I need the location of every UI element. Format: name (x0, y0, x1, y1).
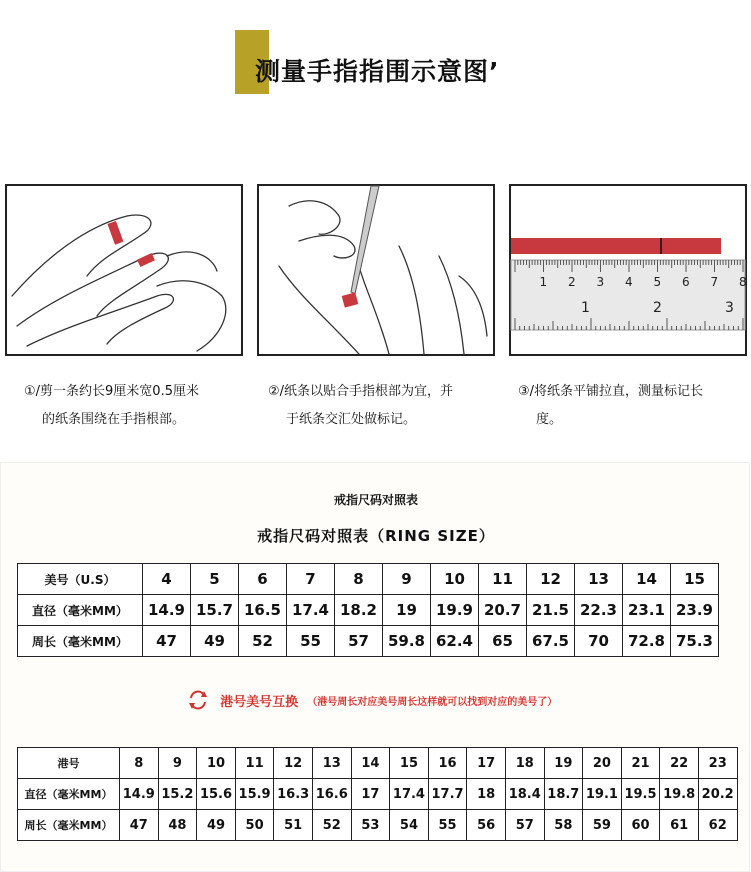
table-cell: 17 (467, 748, 506, 779)
step-2-text (268, 378, 493, 434)
table-cell: 10 (197, 748, 236, 779)
illustration-ruler (509, 184, 747, 356)
table-cell: 15 (390, 748, 429, 779)
table-cell: 72.8 (623, 626, 671, 657)
ruler-inch-label: 1 (581, 300, 590, 316)
illustration-hand-wrap (5, 184, 243, 356)
table-row (18, 810, 738, 841)
table-cell: 22 (660, 748, 699, 779)
step-3-line-2: 度。 (536, 412, 563, 427)
table-cell: 59.8 (383, 626, 431, 657)
table-cell: 51 (274, 810, 313, 841)
table-cell: 57 (335, 626, 383, 657)
table-cell: 62 (698, 810, 737, 841)
ruler-cm-label: 5 (653, 275, 662, 289)
row-header: 周长（毫米MM） (18, 810, 120, 841)
table-cell: 67.5 (527, 626, 575, 657)
us-size-table (17, 563, 719, 657)
table-row (18, 626, 719, 657)
table-cell: 13 (312, 748, 351, 779)
ruler-illustration (511, 186, 745, 354)
row-header: 直径（毫米MM） (18, 595, 143, 626)
table-cell: 17.7 (428, 779, 467, 810)
marking-illustration (259, 186, 493, 354)
row-header: 港号 (18, 748, 120, 779)
row-header: 直径（毫米MM） (18, 779, 120, 810)
table-row (18, 595, 719, 626)
table-cell: 60 (621, 810, 660, 841)
table-row (18, 748, 738, 779)
table-cell: 8 (120, 748, 159, 779)
table-cell: 12 (527, 564, 575, 595)
table-cell: 20.2 (698, 779, 737, 810)
ruler-cm-label: 1 (539, 275, 548, 289)
table-cell: 56 (467, 810, 506, 841)
step-1-text (24, 378, 239, 434)
table-cell: 53 (351, 810, 390, 841)
table-cell: 15.9 (235, 779, 274, 810)
table-cell: 19.5 (621, 779, 660, 810)
ruler-inch-label: 2 (653, 300, 662, 316)
ruler-inch-label: 3 (725, 300, 734, 316)
page-title: 测量手指指围示意图’ (255, 57, 500, 86)
table-cell: 19 (383, 595, 431, 626)
table-cell: 18.4 (505, 779, 544, 810)
table-cell: 16.5 (239, 595, 287, 626)
table-cell: 50 (235, 810, 274, 841)
table-cell: 47 (143, 626, 191, 657)
ruler-cm-label: 4 (625, 275, 633, 289)
table-row (18, 564, 719, 595)
table-cell: 62.4 (431, 626, 479, 657)
table-cell: 17.4 (287, 595, 335, 626)
size-table-title: 戒指尺码对照表 (333, 493, 418, 507)
table-cell: 52 (239, 626, 287, 657)
table-cell: 18.7 (544, 779, 583, 810)
table-cell: 17 (351, 779, 390, 810)
table-cell: 14 (351, 748, 390, 779)
table-cell: 18.2 (335, 595, 383, 626)
table-cell: 4 (143, 564, 191, 595)
table-cell: 23.9 (671, 595, 719, 626)
table-cell: 58 (544, 810, 583, 841)
table-cell: 11 (479, 564, 527, 595)
step-3-line-1: ③/将纸条平铺拉直，测量标记长 (518, 384, 704, 399)
table-cell: 20 (583, 748, 622, 779)
step-2-line-2: 于纸条交汇处做标记。 (286, 412, 417, 427)
table-cell: 14.9 (143, 595, 191, 626)
table-cell: 19.1 (583, 779, 622, 810)
ruler-cm-label: 3 (596, 275, 605, 289)
table-cell: 70 (575, 626, 623, 657)
table-cell: 7 (287, 564, 335, 595)
swap-note (187, 689, 557, 711)
table-cell: 49 (197, 810, 236, 841)
paper-strip (511, 238, 721, 254)
illustration-mark-strip (257, 184, 495, 356)
table-cell: 11 (235, 748, 274, 779)
table-cell: 9 (383, 564, 431, 595)
step-2-line-1: ②/纸条以贴合手指根部为宜，并 (268, 384, 454, 399)
hk-size-table (17, 747, 738, 841)
ruler-cm-label: 8 (739, 275, 747, 289)
table-cell: 49 (191, 626, 239, 657)
table-cell: 19.8 (660, 779, 699, 810)
table-cell: 65 (479, 626, 527, 657)
table-cell: 21 (621, 748, 660, 779)
row-header: 周长（毫米MM） (18, 626, 143, 657)
table-cell: 15 (671, 564, 719, 595)
table-cell: 18 (505, 748, 544, 779)
hand-illustration (7, 186, 241, 354)
table-cell: 16.6 (312, 779, 351, 810)
ruler-cm-label: 7 (710, 275, 719, 289)
table-cell: 75.3 (671, 626, 719, 657)
table-cell: 59 (583, 810, 622, 841)
table-cell: 54 (390, 810, 429, 841)
table-cell: 14 (623, 564, 671, 595)
table-cell: 16.3 (274, 779, 313, 810)
table-cell: 6 (239, 564, 287, 595)
table-cell: 61 (660, 810, 699, 841)
table-cell: 55 (428, 810, 467, 841)
table-cell: 19.9 (431, 595, 479, 626)
ruler-cm-label: 2 (568, 275, 576, 289)
swap-arrows-icon (187, 689, 209, 711)
table-cell: 9 (158, 748, 197, 779)
table-cell: 17.4 (390, 779, 429, 810)
table-cell: 19 (544, 748, 583, 779)
table-cell: 12 (274, 748, 313, 779)
table-cell: 18 (467, 779, 506, 810)
step-1-line-1: ①/剪一条约长9厘米宽0.5厘米 (24, 384, 199, 399)
size-chart-section (0, 462, 750, 872)
table-cell: 21.5 (527, 595, 575, 626)
table-cell: 10 (431, 564, 479, 595)
swap-note-text: （港号周长对应美号周长这样就可以找到对应的美号了） (307, 696, 558, 708)
table-cell: 5 (191, 564, 239, 595)
table-cell: 8 (335, 564, 383, 595)
swap-main-text: 港号美号互换 (220, 694, 299, 710)
table-cell: 48 (158, 810, 197, 841)
table-cell: 13 (575, 564, 623, 595)
table-cell: 16 (428, 748, 467, 779)
table-cell: 23 (698, 748, 737, 779)
row-header: 美号（U.S） (18, 564, 143, 595)
table-cell: 52 (312, 810, 351, 841)
table-cell: 22.3 (575, 595, 623, 626)
table-cell: 14.9 (120, 779, 159, 810)
ruler-cm-label: 6 (682, 275, 690, 289)
table-cell: 57 (505, 810, 544, 841)
table-cell: 55 (287, 626, 335, 657)
step-3-text (518, 378, 743, 434)
table-row (18, 779, 738, 810)
table-cell: 23.1 (623, 595, 671, 626)
table-cell: 20.7 (479, 595, 527, 626)
table-cell: 15.7 (191, 595, 239, 626)
table-cell: 15.6 (197, 779, 236, 810)
table-cell: 47 (120, 810, 159, 841)
step-1-line-2: 的纸条围绕在手指根部。 (42, 412, 186, 427)
table-cell: 15.2 (158, 779, 197, 810)
size-table-subtitle: 戒指尺码对照表（RING SIZE） (257, 527, 495, 545)
